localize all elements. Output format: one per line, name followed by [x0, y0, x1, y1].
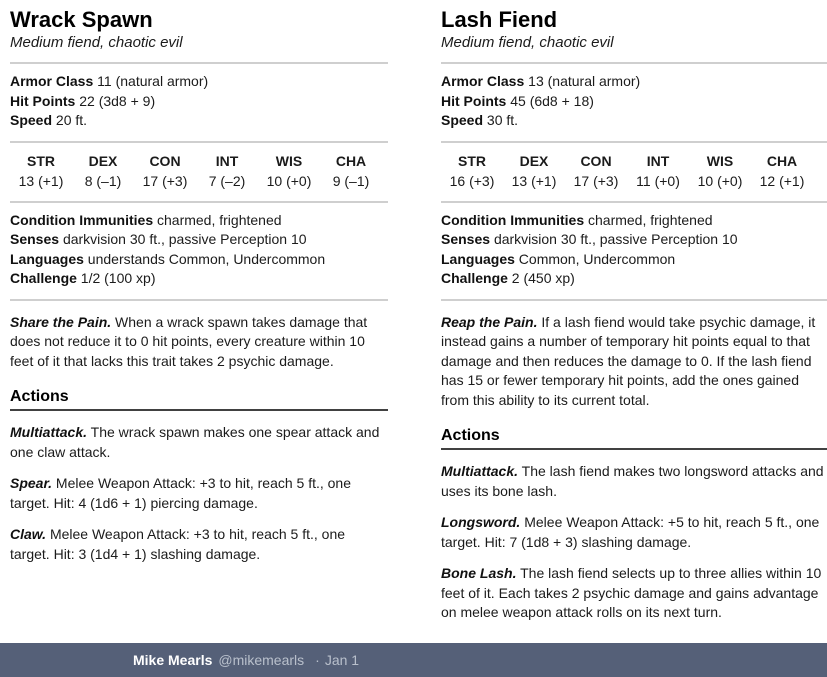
ability-value: 10 (+0) — [697, 172, 743, 189]
ability-header: INT — [646, 152, 670, 169]
challenge-line — [10, 269, 388, 289]
divider-rule — [441, 201, 827, 203]
ability-cha — [751, 151, 813, 191]
condition-immunities-label: Condition Immunities — [10, 211, 154, 228]
armor-class-line — [441, 72, 827, 92]
hit-points-value: 45 (6d8 + 18) — [510, 92, 594, 109]
action-text: Melee Weapon Attack: +5 to hit, reach 5 ft., one target. Hit: 7 (1d8 + 3) slashing damage. — [441, 514, 820, 550]
challenge-value: 1/2 (100 xp) — [80, 270, 156, 286]
ability-header: CON — [149, 152, 181, 169]
ability-header: DEX — [519, 152, 549, 169]
languages-value: Common, Undercommon — [518, 250, 676, 267]
ability-value: 11 (+0) — [636, 172, 680, 189]
divider-rule — [10, 299, 388, 301]
ability-con — [134, 151, 196, 191]
armor-class-label: Armor Class — [10, 73, 94, 89]
senses-value: darkvision 30 ft., passive Perception 10 — [62, 231, 307, 247]
languages-line — [10, 250, 388, 270]
speed-value: 30 ft. — [486, 112, 519, 128]
action-text: Melee Weapon Attack: +3 to hit, reach 5 ft., one target. Hit: 4 (1d6 + 1) piercing damage. — [10, 475, 352, 511]
challenge-label: Challenge — [10, 270, 77, 286]
action-name: Spear. — [10, 475, 53, 491]
ability-header: DEX — [88, 152, 118, 169]
languages-label: Languages — [441, 250, 515, 267]
ability-dex — [72, 151, 134, 191]
ability-value: 17 (+3) — [142, 172, 188, 189]
senses-value: darkvision 30 ft., passive Perception 10 — [493, 231, 738, 247]
languages-value: understands Common, Undercommon — [87, 250, 326, 267]
ability-int — [196, 151, 258, 191]
ability-header: STR — [27, 152, 55, 169]
languages-line — [441, 250, 827, 270]
ability-value: 16 (+3) — [449, 172, 495, 189]
monster-type-line: Medium fiend, chaotic evil — [441, 34, 614, 51]
ability-wis — [689, 151, 751, 191]
tweet-author-name[interactable]: Mike Mearls — [133, 652, 213, 668]
condition-immunities-line — [10, 211, 388, 231]
action-name: Bone Lash. — [441, 565, 517, 581]
trait-name: Share the Pain. — [10, 313, 112, 330]
action-longsword — [441, 513, 827, 552]
armor-class-value: 13 (natural armor) — [528, 73, 641, 89]
senses-label: Senses — [441, 231, 491, 247]
senses-label: Senses — [10, 231, 60, 247]
ability-con — [565, 151, 627, 191]
hit-points-value: 22 (3d8 + 9) — [79, 92, 156, 109]
action-name: Multiattack. — [441, 463, 519, 479]
ability-value: 13 (+1) — [511, 172, 557, 189]
divider-rule — [441, 62, 827, 64]
armor-class-line — [10, 72, 388, 92]
speed-label: Speed — [10, 112, 53, 128]
hit-points-line — [441, 92, 827, 112]
ability-header: CHA — [766, 152, 798, 169]
ability-header: CHA — [335, 152, 367, 169]
trait-share-the-pain — [10, 313, 388, 372]
divider-rule — [10, 62, 388, 64]
actions-heading: Actions — [10, 388, 388, 411]
ability-header: INT — [215, 152, 239, 169]
divider-rule — [441, 299, 827, 301]
statblock-lash-fiend — [441, 5, 827, 635]
action-bone-lash — [441, 564, 827, 623]
ability-cha — [320, 151, 382, 191]
speed-label: Speed — [441, 112, 484, 128]
ability-scores-table — [10, 151, 382, 191]
hit-points-label: Hit Points — [441, 92, 507, 109]
ability-scores-table — [441, 151, 813, 191]
ability-value: 8 (–1) — [84, 172, 122, 189]
action-name: Longsword. — [441, 514, 521, 530]
speed-line — [10, 111, 388, 131]
ability-header: CON — [580, 152, 612, 169]
languages-label: Languages — [10, 250, 84, 267]
action-spear — [10, 474, 388, 513]
tweet-date[interactable]: Jan 1 — [324, 652, 360, 668]
action-multiattack — [441, 462, 827, 501]
actions-heading: Actions — [441, 427, 827, 450]
hit-points-line — [10, 92, 388, 112]
trait-text: If a lash fiend would take psychic damage, it instead gains a number of temporary hit points equal to that damage and then reduces the damage to 0. If the lash fiend has 15 or fewer temporary hit points, add the ones gained from this ability to its current total. — [441, 313, 816, 408]
condition-immunities-label: Condition Immunities — [441, 211, 585, 228]
condition-immunities-value: charmed, frightened — [588, 211, 713, 228]
action-text: The wrack spawn makes one spear attack and one claw attack. — [10, 424, 380, 460]
ability-value: 7 (–2) — [208, 172, 246, 189]
action-text: The lash fiend makes two longsword attacks and uses its bone lash. — [441, 463, 824, 499]
challenge-label: Challenge — [441, 270, 508, 286]
ability-value: 17 (+3) — [573, 172, 619, 189]
divider-rule — [10, 201, 388, 203]
monster-type-line: Medium fiend, chaotic evil — [10, 34, 183, 51]
ability-header: WIS — [275, 152, 303, 169]
divider-rule — [441, 141, 827, 143]
condition-immunities-line — [441, 211, 827, 231]
monster-name: Wrack Spawn — [10, 7, 153, 32]
speed-value: 20 ft. — [55, 112, 88, 128]
trait-text: When a wrack spawn takes damage that does not reduce it to 0 hit points, every creature within 10 feet of it that lacks this trait takes 2 psychic damage. — [10, 313, 368, 369]
ability-wis — [258, 151, 320, 191]
trait-name: Reap the Pain. — [441, 313, 538, 330]
ability-value: 13 (+1) — [18, 172, 64, 189]
armor-class-value: 11 (natural armor) — [97, 73, 209, 89]
senses-line — [441, 230, 827, 250]
ability-header: STR — [458, 152, 486, 169]
trait-reap-the-pain — [441, 313, 827, 411]
statblock-wrack-spawn — [10, 5, 388, 635]
action-claw — [10, 525, 388, 564]
ability-str — [441, 151, 503, 191]
condition-immunities-value: charmed, frightened — [157, 211, 282, 228]
separator-dot: · — [315, 652, 320, 668]
action-text: Melee Weapon Attack: +3 to hit, reach 5 ft., one target. Hit: 3 (1d4 + 1) slashing damage. — [10, 526, 346, 562]
challenge-value: 2 (450 xp) — [511, 270, 575, 286]
action-text: The lash fiend selects up to three allies within 10 feet of it. Each takes 2 psychic damage and gains advantage on melee weapon attack rolls on its next turn. — [441, 565, 822, 620]
ability-value: 9 (–1) — [332, 172, 370, 189]
action-name: Multiattack. — [10, 424, 88, 440]
tweet-footer-bar — [0, 643, 827, 677]
tweet-author-handle[interactable]: @mikemearls — [218, 652, 305, 668]
action-multiattack — [10, 423, 388, 462]
ability-str — [10, 151, 72, 191]
hit-points-label: Hit Points — [10, 92, 76, 109]
ability-dex — [503, 151, 565, 191]
divider-rule — [10, 141, 388, 143]
ability-value: 10 (+0) — [266, 172, 312, 189]
armor-class-label: Armor Class — [441, 73, 525, 89]
speed-line — [441, 111, 827, 131]
ability-int — [627, 151, 689, 191]
monster-name: Lash Fiend — [441, 7, 558, 32]
action-name: Claw. — [10, 526, 47, 542]
senses-line — [10, 230, 388, 250]
challenge-line — [441, 269, 827, 289]
ability-value: 12 (+1) — [759, 172, 805, 189]
ability-header: WIS — [706, 152, 734, 169]
